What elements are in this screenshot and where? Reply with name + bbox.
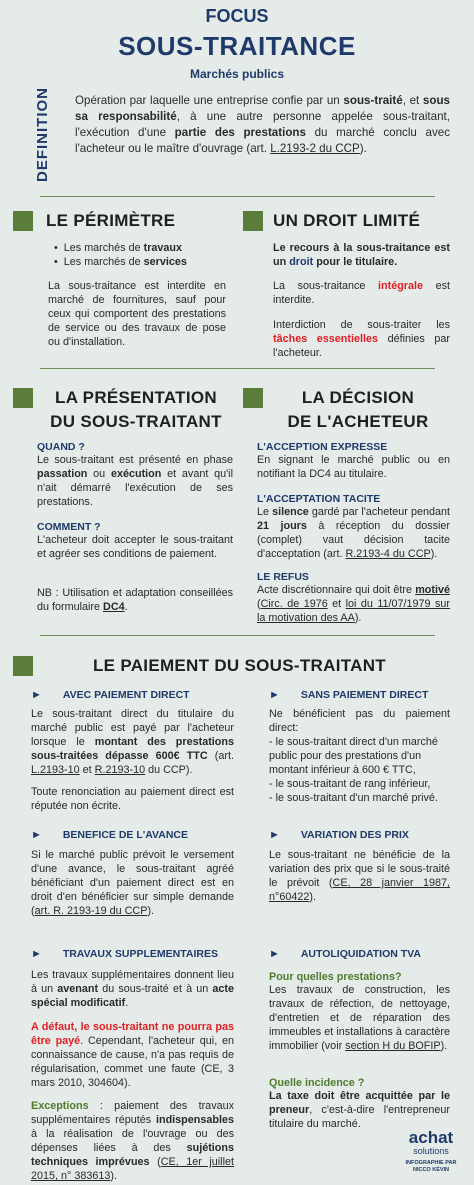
tacite-label: L'ACCEPTATION TACITE [257,493,381,505]
expresse-label: L'ACCEPTION EXPRESSE [257,441,388,453]
travaux-text-2: A défaut, le sous-traitant ne pourra pas être payé. Cependant, l'acheteur qui, en connaissance de cause, n'a pas requis de régularisation, commet une faute (CE, 3 mars 2010, 304604). [31,1021,234,1089]
arrow-right-icon: ► [31,829,42,841]
credit: INFOGRAPHIE PAR NICCO KÉVIN [405,1160,457,1173]
avec-paiement-heading: ► AVEC PAIEMENT DIRECT [31,689,190,701]
arrow-right-icon: ► [31,948,42,960]
arrow-right-icon: ► [269,829,280,841]
tacite-text: Le silence gardé par l'acheteur pendant 21 jours à réception du dossier (complet) vaut décision tacite d'acceptation (art. R.2193-4 du CCP). [257,506,451,560]
autoliq-question-1: Pour quelles prestations? [269,971,402,983]
arrow-right-icon: ► [269,689,280,701]
nb-text: NB : Utilisation et adaptation conseillées du formulaire DC4. [37,587,233,613]
r2193-10-link[interactable]: R.2193-10 [94,764,146,776]
variation-heading: ► VARIATION DES PRIX [269,829,409,841]
autoliq-text: Les travaux de construction, les travaux de réfection, de nettoyage, d'entretien et de réparation des immeubles et installations à caractère immobilier (voir section H du BOFIP). [269,984,450,1052]
divider [40,635,435,636]
definition-link[interactable]: L.2193-2 du CCP [270,142,360,155]
variation-text: Le sous-traitant ne bénéficie de la variation des prix que si le sous-traité le prévoit (CE, 28 janvier 1987, n°60422). [269,849,450,903]
avance-heading: ► BENEFICE DE L'AVANCE [31,829,189,841]
droit-text-3: Interdiction de sous-traiter les tâches essentielles définies par l'acheteur. [273,319,450,359]
circ-link[interactable]: Circ. de 1976 [260,598,328,610]
bofip-link[interactable]: section H du BOFIP [345,1040,441,1052]
section-marker [13,211,33,231]
definition-text: Opération par laquelle une entreprise confie par un sous-traité, et sous sa responsabilité, à une autre personne appelée sous-traitant, l'exécution d'une partie des prestations du marché conclu avec l'acheteur ou le maître d'ouvrage (art. L.2193-2 du CCP). [75,94,450,155]
sans-paiement-heading: ► SANS PAIEMENT DIRECT [269,689,429,701]
droit-text-1: Le recours à la sous-traitance est un droit pour le titulaire. [273,242,450,268]
definition-label: DEFINITION [34,86,51,182]
avec-paiement-text-2: Toute renonciation au paiement direct est réputée non écrite. [31,786,234,812]
section-marker [243,211,263,231]
quand-text: Le sous-traitant est présenté en phase passation ou exécution et avant qu'il n'ait démarré l'exécution de ses prestations. [37,454,233,508]
exceptions-text: Exceptions : paiement des travaux supplémentaires réputés indispensables à la réalisation de l'ouvrage ou des dépenses liées à des sujétions techniques imprévues (CE, 1er juillet 2015, n° 383613). [31,1100,234,1182]
autoliq-text-2: La taxe doit être acquittée par le preneur, c'est-à-dire l'entrepreneur titulaire du marché. [269,1090,450,1130]
page-title: SOUS-TRAITANCE [118,31,356,61]
list-item: • Les marchés de services [54,255,234,269]
presentation-title: LA PRÉSENTATION DU SOUS-TRAITANT [50,388,222,431]
quand-label: QUAND ? [37,441,85,453]
expresse-text: En signant le marché public ou en notifiant la DC4 au titulaire. [257,454,450,480]
divider [40,196,435,197]
section-marker [13,656,33,676]
droit-title: UN DROIT LIMITÉ [273,211,421,230]
sans-paiement-text: Ne bénéficient pas du paiement direct: - le sous-traitant direct d'un marché public pour des prestations d'un montant inférieur à 600 € TTC, - le sous-traitant de rang inférieur, - le sous-traitant d'un marché privé. [269,708,450,804]
divider [40,368,435,369]
focus-label: FOCUS [205,6,269,26]
r2193-19-link[interactable]: art. R. 2193-19 du CCP [34,905,148,917]
perimetre-text: La sous-traitance est interdite en marché de fournitures, sauf pour ceux qui comportent des prestations de service ou des travaux de pose ou d'installation. [48,280,226,348]
l2193-10-link[interactable]: L.2193-10 [31,764,80,776]
arrow-right-icon: ► [269,948,280,960]
arrow-right-icon: ► [31,689,42,701]
perimetre-list [54,241,234,269]
page-subtitle: Marchés publics [189,67,285,81]
droit-text-2: La sous-traitance intégrale est interdite. [273,280,451,306]
comment-label: COMMENT ? [37,521,101,533]
dc4-link[interactable]: DC4 [103,601,125,613]
loi-link[interactable]: loi du 11/07/1979 sur la motivation des AA [257,598,451,624]
refus-text: Acte discrétionnaire qui doit être motivé (Circ. de 1976 et loi du 11/07/1979 sur la motivation des AA). [257,584,451,624]
refus-label: LE REFUS [257,571,309,583]
paiement-title: LE PAIEMENT DU SOUS-TRAITANT [93,656,386,675]
decision-title: LA DÉCISION DE L'ACHETEUR [287,388,429,431]
autoliq-heading: ► AUTOLIQUIDATION TVA [269,948,421,960]
perimetre-title: LE PÉRIMÈTRE [46,211,176,230]
travaux-text: Les travaux supplémentaires donnent lieu à un avenant du sous-traité et à un acte spécial modificatif. [31,969,234,1009]
tacite-link[interactable]: R.2193-4 du CCP [345,548,431,560]
section-marker [13,388,33,408]
avec-paiement-text: Le sous-traitant direct du titulaire du marché public est payé par l'acheteur lorsque le montant des prestations sous-traitées dépasse 600€ TTC (art. L.2193-10 et R.2193-10 du CCP). [31,708,234,776]
list-item: • Les marchés de travaux [54,241,234,255]
achat-solutions-logo: achat solutions INFOGRAPHIE PAR NICCO KÉVIN [396,1130,466,1174]
autoliq-question-2: Quelle incidence ? [269,1077,365,1089]
comment-text: L'acheteur doit accepter le sous-traitant et agréer ses conditions de paiement. [37,534,233,560]
ce-1987-link[interactable]: CE, 28 janvier 1987, n°60422 [269,877,450,903]
ce-2015-link[interactable]: CE, 1er juillet 2015, n° 383613 [31,1156,234,1182]
avance-text: Si le marché public prévoit le versement d'une avance, le sous-traitant agréé bénéficiant d'un paiement direct est en droit d'en bénéficier sur simple demande (art. R. 2193-19 du CCP). [31,849,234,917]
travaux-heading: ► TRAVAUX SUPPLEMENTAIRES [31,948,218,960]
